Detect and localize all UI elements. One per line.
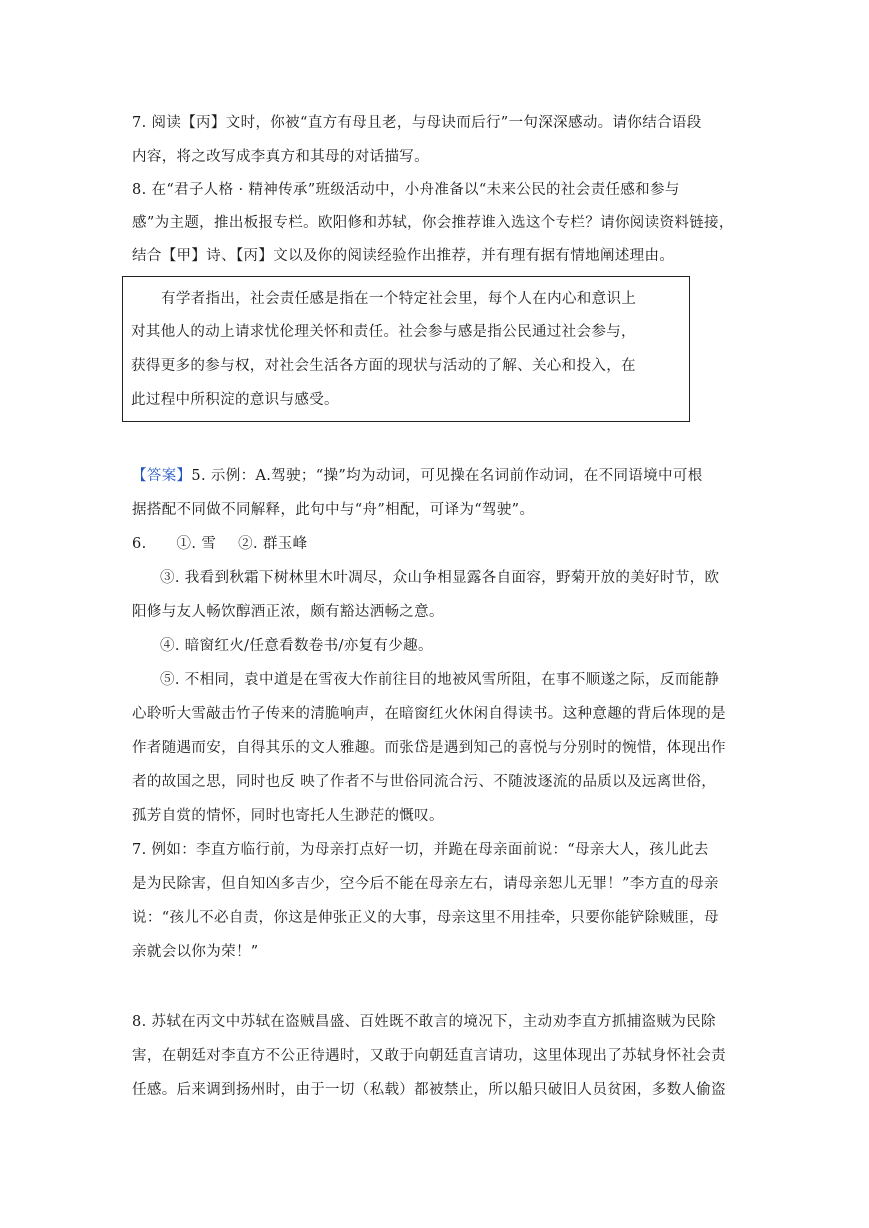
- answer-6-5-line-5: 孤芳自赏的情怀，同时也寄托人生渺茫的慨叹。: [132, 808, 444, 824]
- answer-5-line-2: 据搭配不同做不同解释，此句中与“舟”相配，可译为“驾驶”。: [132, 502, 535, 518]
- answer-6-4: ④. 暗窗红火/任意看数卷书/亦复有少趣。: [160, 638, 433, 654]
- material-line-1: 有学者指出，社会责任感是指在一个特定社会里，每个人在内心和意识上: [161, 291, 637, 307]
- answer-6-header: [132, 534, 738, 554]
- answer-6-5-line-4: 者的故国之思，同时也反 映了作者不与世俗同流合污、不随波逐流的品质以及远离世俗，: [132, 774, 717, 790]
- answer-7-line-3: 说：“孩儿不必自责，你这是伸张正义的大事，母亲这里不用挂牵，只要你能铲除贼匪，母: [132, 910, 719, 926]
- answer-8-line-2: 害，在朝廷对李直方不公正待遇时，又敢于向朝廷直言请功，这里体现出了苏轼身怀社会责: [132, 1048, 726, 1064]
- answer-6-part-2: ②. 群玉峰: [238, 536, 308, 552]
- answer-tag: 【答案】: [132, 468, 192, 484]
- answer-6-5-line-2: 心聆听大雪敲击竹子传来的清脆响声，在暗窗红火休闲自得读书。这种意趣的背后体现的是: [132, 706, 726, 722]
- answer-5-text: 5. 示例：A.驾驶；“操”均为动词，可见操在名词前作动词，在不同语境中可根: [191, 468, 703, 484]
- answer-8-line-1: 8. 苏轼在丙文中苏轼在盗贼昌盛、百姓既不敢言的境况下，主动劝李直方抓捕盗贼为民除: [132, 1014, 716, 1030]
- answer-8-line-3: 任感。后来调到扬州时，由于一切（私载）都被禁止，所以船只破旧人员贫困，多数人偷盗: [132, 1082, 726, 1098]
- question-8-line-1: 8. 在“君子人格 · 精神传承”班级活动中，小舟准备以“未来公民的社会责任感和参与: [132, 182, 680, 198]
- answer-7-line-4: 亲就会以你为荣！”: [132, 944, 259, 960]
- answer-7-line-1: 7. 例如：李直方临行前，为母亲打点好一切，并跪在母亲面前说：“母亲大人，孩儿此去: [132, 842, 709, 858]
- material-line-2: 对其他人的动上请求忧伦理关怀和责任。社会参与感是指公民通过社会参与，: [131, 324, 636, 340]
- answer-6-5-line-3: 作者随遇而安，自得其乐的文人雅趣。而张岱是遇到知己的喜悦与分别时的惋惜，体现出作: [132, 740, 726, 756]
- reference-material-box: [122, 276, 690, 422]
- answer-6-number: 6.: [132, 536, 147, 552]
- question-7-line-1: 7. 阅读【丙】文时，你被“直方有母且老，与母诀而后行”一句深深感动。请你结合语段: [132, 115, 702, 131]
- material-line-3: 获得更多的参与权，对社会生活各方面的现状与活动的了解、关心和投入，在: [131, 358, 636, 374]
- answer-6-5-line-1: ⑤. 不相同，袁中道是在雪夜大作前往目的地被风雪所阻，在事不顺遂之际，反而能静: [160, 672, 720, 688]
- answer-6-3-line-1: ③. 我看到秋霜下树林里木叶凋尽，众山争相显露各自面容，野菊开放的美好时节，欧: [160, 570, 720, 586]
- answer-7-line-2: 是为民除害，但自知凶多吉少，空今后不能在母亲左右，请母亲恕儿无罪！”李方直的母亲: [132, 876, 719, 892]
- question-7-line-2: 内容，将之改写成李真方和其母的对话描写。: [132, 149, 429, 165]
- material-line-4: 此过程中所积淀的意识与感受。: [131, 392, 339, 408]
- question-8-line-3: 结合【甲】诗、【丙】文以及你的阅读经验作出推荐，并有理有据有情地阐述理由。: [132, 248, 675, 264]
- answer-6-3-line-2: 阳修与友人畅饮醇酒正浓，颇有豁达洒畅之意。: [132, 604, 444, 620]
- answer-6-part-1: ①. 雪: [176, 536, 217, 552]
- answer-5-line-1: [132, 466, 738, 486]
- question-8-line-2: 感”为主题，推出板报专栏。欧阳修和苏轼，你会推荐谁入选这个专栏？请你阅读资料链接，: [132, 215, 734, 231]
